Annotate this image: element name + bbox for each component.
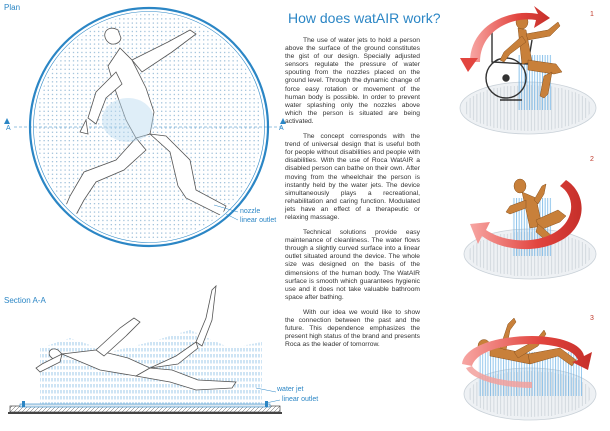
article-paragraph-1: The use of water jets to hold a person above the surface of the ground constitutes the gist of our design. Specially adjusted sensors regulate the pressure of water spouting from the nozzles placed on the ground level. Through the dynamic change of force easy rotation or movement of the human body is possible. In order to prevent water splashing only the nozzles above which the person is situated are being activated. <box>285 37 420 125</box>
linear-outlet-label: linear outlet <box>240 217 277 224</box>
section-marker-left: A <box>6 125 11 132</box>
nozzle-label: nozzle <box>240 208 261 215</box>
article-paragraph-3: Technical solutions provide easy maintenance of cleanliness. The water flows through a slightly curved surface into a linear outlet situated around the device. The whole size was designed on the basis of the dimensions of the human body. The WatAIR surface is smooth which guarantees hygienic use and it does not take valuable bathroom space after bathing. <box>285 229 420 301</box>
step-2-illustration <box>448 150 598 290</box>
section-marker-right: A <box>279 125 284 132</box>
plan-drawing <box>0 0 290 290</box>
article <box>285 10 441 356</box>
article-paragraph-2: The concept corresponds with the trend of universal design that is useful both for people without disabilities and people with disabilities. With the use of Roca WatAIR a disabled person can bathe on their own. After moving from the wheelchair the person is instantly held by the water jets. The device simultaneously plays a recreational, rehabilitation and caring function. Modulated jets have an effect of a therapeutic or relaxing massage. <box>285 133 420 221</box>
article-title: How does watAIR work? <box>288 10 441 26</box>
step-number-3: 3 <box>590 315 594 322</box>
section-marker-left-icon <box>4 118 10 124</box>
step-number-2: 2 <box>590 156 594 163</box>
section-title: Section A-A <box>4 296 46 305</box>
step-1-illustration <box>448 0 598 145</box>
water-jet-label: water jet <box>277 386 304 393</box>
step-number-1: 1 <box>590 11 594 18</box>
section-linear-outlet-label: linear outlet <box>282 396 319 403</box>
step-3-illustration <box>448 290 598 431</box>
article-paragraph-4: With our idea we would like to show the connection between the past and the future. This dependence emphasizes the present high status of the brand and presents Roca as the leader of tomorrow. <box>285 308 420 349</box>
plan-title: Plan <box>4 3 21 12</box>
section-drawing <box>0 258 290 431</box>
